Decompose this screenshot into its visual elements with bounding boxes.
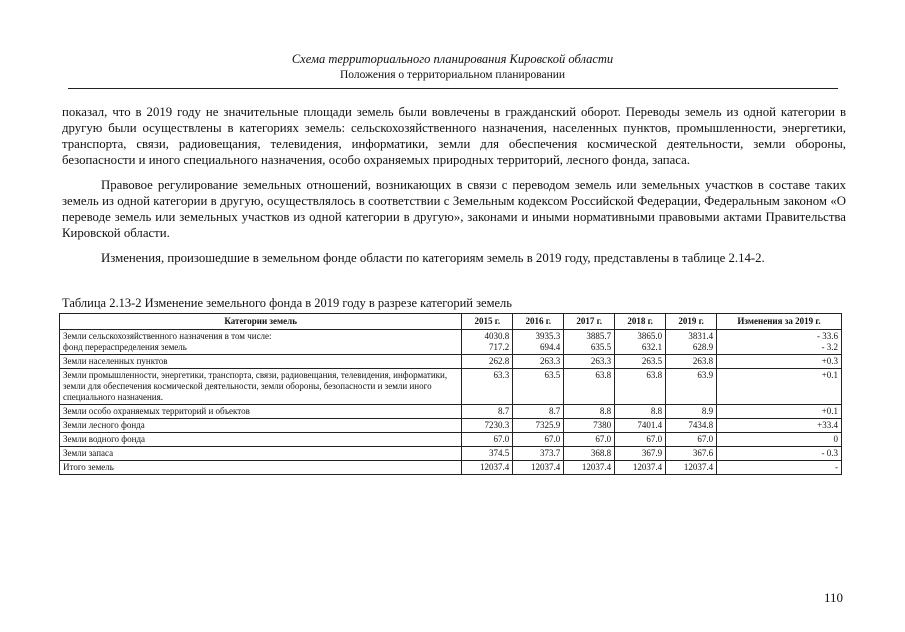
table-cell: 263.8 [666, 355, 717, 369]
table-row [60, 330, 842, 355]
table-cell: Земли населенных пунктов [60, 355, 462, 369]
page-number: 110 [823, 590, 843, 605]
table-cell: Земли лесного фонда [60, 419, 462, 433]
table-cell: 67.0 [462, 433, 513, 447]
column-header: 2017 г. [564, 314, 615, 330]
table-caption: Таблица 2.13-2 Изменение земельного фонда в 2019 году в разрезе категорий земель [62, 296, 512, 310]
table-cell: - 0.3 [717, 447, 842, 461]
table-cell: 12037.4 [513, 461, 564, 475]
table-cell: 368.8 [564, 447, 615, 461]
table-cell: 8.7 [462, 405, 513, 419]
table-row [60, 433, 842, 447]
table-row [60, 369, 842, 405]
table-cell: 263.3 [564, 355, 615, 369]
table-cell: 7325.9 [513, 419, 564, 433]
table-cell: 7401.4 [615, 419, 666, 433]
table-cell: 63.3 [462, 369, 513, 405]
table-cell: - [717, 461, 842, 475]
table-cell: - 33.6 - 3.2 [717, 330, 842, 355]
table-cell: 63.8 [615, 369, 666, 405]
table-header-row [60, 314, 842, 330]
column-header: Категории земель [60, 314, 462, 330]
table-row [60, 419, 842, 433]
table-cell: 3831.4 628.9 [666, 330, 717, 355]
column-header: Изменения за 2019 г. [717, 314, 842, 330]
table-cell: +0.1 [717, 405, 842, 419]
column-header: 2019 г. [666, 314, 717, 330]
table-cell: 374.5 [462, 447, 513, 461]
body-text [62, 104, 846, 275]
table-cell: 67.0 [564, 433, 615, 447]
table-cell: +0.3 [717, 355, 842, 369]
table-cell: 63.9 [666, 369, 717, 405]
column-header: 2016 г. [513, 314, 564, 330]
table-cell: 8.9 [666, 405, 717, 419]
table-cell: Земли водного фонда [60, 433, 462, 447]
table-cell: 8.8 [615, 405, 666, 419]
column-header: 2015 г. [462, 314, 513, 330]
table-row-total [60, 461, 842, 475]
document-header-subtitle: Положения о территориальном планировании [339, 69, 566, 81]
table-cell: 63.5 [513, 369, 564, 405]
table-cell: 4030.8 717.2 [462, 330, 513, 355]
table-cell: 8.8 [564, 405, 615, 419]
paragraph: Изменения, произошедшие в земельном фонде области по категориям земель в 2019 году, представлены в таблице 2.14-2. [101, 251, 765, 265]
land-fund-table [59, 313, 842, 475]
table-cell: 67.0 [513, 433, 564, 447]
paragraph: Правовое регулирование земельных отношений, возникающих в связи с переводом земель или земельных участков в составе таких земель из одной категории в другую, осуществлялось в соответствии с Земельным кодексом Российской Федерации, Федеральным законом «О переводе земель или земельных участков из одной категории в другую», законами и иными нормативными правовыми актами Правительства Кировской области. [62, 178, 846, 240]
header-divider [68, 88, 838, 89]
table-cell: Итого земель [60, 461, 462, 475]
table-cell: 7434.8 [666, 419, 717, 433]
table-cell: 63.8 [564, 369, 615, 405]
table-cell: 12037.4 [666, 461, 717, 475]
table-cell: 8.7 [513, 405, 564, 419]
table-cell: 367.6 [666, 447, 717, 461]
table-cell: +33.4 [717, 419, 842, 433]
table-cell: 3865.0 632.1 [615, 330, 666, 355]
table-cell: 262.8 [462, 355, 513, 369]
table-cell: 67.0 [615, 433, 666, 447]
table-cell: Земли запаса [60, 447, 462, 461]
table-cell: 7380 [564, 419, 615, 433]
table-cell: 263.3 [513, 355, 564, 369]
table-cell: 3885.7 635.5 [564, 330, 615, 355]
paragraph: показал, что в 2019 году не значительные площади земель были вовлечены в гражданский оборот. Переводы земель из одной категории в другую были осуществлены в категориях земель: сельскохозяйственного назначения, населенных пунктов, промышленности, энергетики, транспорта, связи, радиовещания, телевидения, информатики, земли для обеспечения космической деятельности, земли обороны, безопасности и иного специального назначения, особо охраняемых природных территорий, лесного фонда, запаса. [62, 105, 846, 167]
document-header-title: Схема территориального планирования Кировской области [291, 52, 614, 66]
table-cell: 0 [717, 433, 842, 447]
table-cell: Земли особо охраняемых территорий и объектов [60, 405, 462, 419]
table-row [60, 355, 842, 369]
table-row [60, 447, 842, 461]
table-cell: Земли сельскохозяйственного назначения в том числе: фонд перераспределения земель [60, 330, 462, 355]
table-cell: 263.5 [615, 355, 666, 369]
table-cell: 12037.4 [462, 461, 513, 475]
table-cell: 12037.4 [615, 461, 666, 475]
table-cell: 12037.4 [564, 461, 615, 475]
table-cell: 3935.3 694.4 [513, 330, 564, 355]
table-cell: 373.7 [513, 447, 564, 461]
table-cell: 67.0 [666, 433, 717, 447]
table-cell: 367.9 [615, 447, 666, 461]
table-row [60, 405, 842, 419]
column-header: 2018 г. [615, 314, 666, 330]
table-cell: 7230.3 [462, 419, 513, 433]
table-cell: Земли промышленности, энергетики, транспорта, связи, радиовещания, телевидения, информатики, земли для обеспечения космической деятельности, земли обороны, безопасности и земли иного специального назначения. [60, 369, 462, 405]
table-cell: +0.1 [717, 369, 842, 405]
